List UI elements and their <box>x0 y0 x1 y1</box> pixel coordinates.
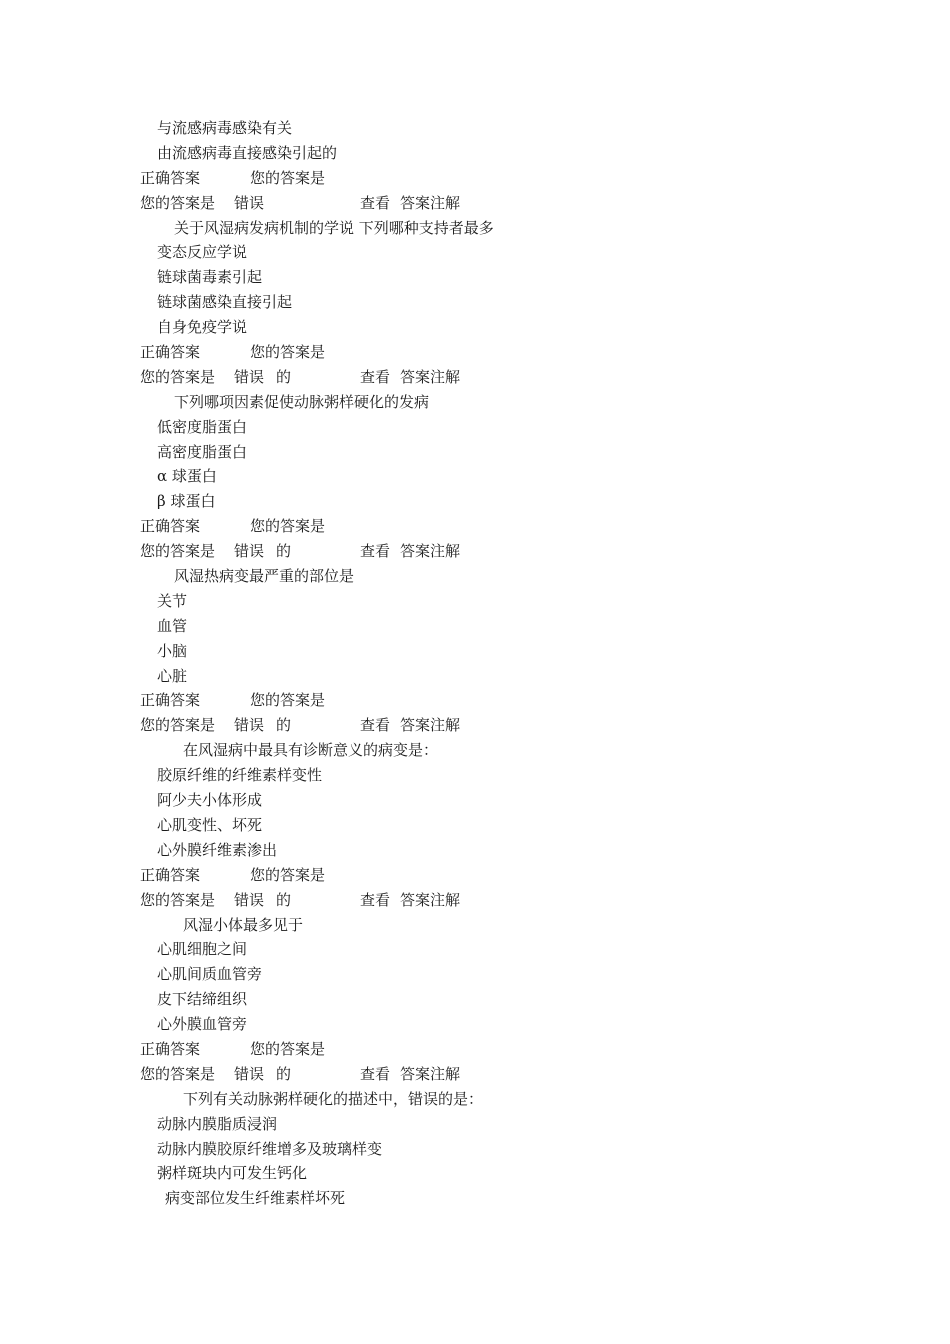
option-item[interactable]: 小脑 <box>157 641 188 660</box>
correct-answer-label: 正确答案 <box>140 865 201 884</box>
result-de-label: 的 <box>276 542 292 561</box>
option-item[interactable]: 心脏 <box>157 666 188 685</box>
your-answer-label: 您的答案是 <box>250 517 326 536</box>
option-item[interactable]: 心肌变性、坏死 <box>157 815 263 834</box>
result-row <box>0 713 950 738</box>
your-answer-label: 您的答案是 <box>250 691 326 710</box>
question-text: 下列哪项因素促使动脉粥样硬化的发病 <box>174 392 430 411</box>
option-item[interactable]: 血管 <box>157 616 188 635</box>
result-wrong-label: 错误 <box>234 1064 265 1083</box>
answer-row <box>0 166 950 191</box>
option-item[interactable]: 胶原纤维的纤维素样变性 <box>157 766 323 785</box>
option-item[interactable]: 阿少夫小体形成 <box>157 791 263 810</box>
answer-row <box>0 863 950 888</box>
view-link[interactable]: 查看 <box>360 1064 391 1083</box>
option-item[interactable]: 关节 <box>157 591 188 610</box>
option-item[interactable]: 动脉内膜脂质浸润 <box>157 1114 278 1133</box>
result-row <box>0 191 950 216</box>
correct-answer-label: 正确答案 <box>140 1039 201 1058</box>
result-row <box>0 539 950 564</box>
option-item[interactable]: 心外膜血管旁 <box>157 1015 248 1034</box>
view-link[interactable]: 查看 <box>360 542 391 561</box>
your-answer-label: 您的答案是 <box>250 1039 326 1058</box>
result-yours-label: 您的答案是 <box>140 193 216 212</box>
option-item[interactable]: 低密度脂蛋白 <box>157 417 248 436</box>
view-link[interactable]: 查看 <box>360 716 391 735</box>
result-wrong-label: 错误 <box>234 542 265 561</box>
your-answer-label: 您的答案是 <box>250 168 326 187</box>
option-item[interactable]: 病变部位发生纤维素样坏死 <box>165 1189 346 1208</box>
question-text: 下列有关动脉粥样硬化的描述中，错误的是： <box>183 1089 484 1108</box>
option-item[interactable]: 心肌细胞之间 <box>157 940 248 959</box>
option-item[interactable]: 自身免疫学说 <box>157 318 248 337</box>
view-link[interactable]: 查看 <box>360 367 391 386</box>
option-item[interactable]: 由流感病毒直接感染引起的 <box>157 143 338 162</box>
question-text: 关于风湿病发病机制的学说 下列哪种支持者最多 <box>174 218 494 237</box>
option-item[interactable]: 粥样斑块内可发生钙化 <box>157 1164 308 1183</box>
answer-explanation-link[interactable]: 答案注解 <box>400 1064 461 1083</box>
result-de-label: 的 <box>276 367 292 386</box>
question-text: 风湿小体最多见于 <box>183 915 304 934</box>
your-answer-label: 您的答案是 <box>250 343 326 362</box>
answer-row <box>0 688 950 713</box>
question-text: 在风湿病中最具有诊断意义的病变是： <box>183 741 439 760</box>
result-de-label: 的 <box>276 1064 292 1083</box>
answer-row <box>0 514 950 539</box>
answer-explanation-link[interactable]: 答案注解 <box>400 367 461 386</box>
result-wrong-label: 错误 <box>234 193 265 212</box>
quiz-document <box>0 116 950 1211</box>
correct-answer-label: 正确答案 <box>140 691 201 710</box>
result-wrong-label: 错误 <box>234 367 265 386</box>
result-yours-label: 您的答案是 <box>140 542 216 561</box>
result-yours-label: 您的答案是 <box>140 890 216 909</box>
option-item[interactable]: 动脉内膜胶原纤维增多及玻璃样变 <box>157 1139 383 1158</box>
correct-answer-label: 正确答案 <box>140 517 201 536</box>
answer-row <box>0 340 950 365</box>
your-answer-label: 您的答案是 <box>250 865 326 884</box>
question-text: 风湿热病变最严重的部位是 <box>174 567 355 586</box>
option-item[interactable]: 心外膜纤维素渗出 <box>157 840 278 859</box>
answer-explanation-link[interactable]: 答案注解 <box>400 890 461 909</box>
answer-explanation-link[interactable]: 答案注解 <box>400 193 461 212</box>
option-item[interactable]: 变态反应学说 <box>157 243 248 262</box>
result-row <box>0 888 950 913</box>
option-item[interactable]: 高密度脂蛋白 <box>157 442 248 461</box>
option-item[interactable]: β 球蛋白 <box>157 492 216 511</box>
correct-answer-label: 正确答案 <box>140 168 201 187</box>
option-item[interactable]: 与流感病毒感染有关 <box>157 119 293 137</box>
option-item[interactable]: α 球蛋白 <box>157 467 217 486</box>
result-yours-label: 您的答案是 <box>140 1064 216 1083</box>
option-item[interactable]: 心肌间质血管旁 <box>157 965 263 984</box>
result-de-label: 的 <box>276 716 292 735</box>
answer-explanation-link[interactable]: 答案注解 <box>400 716 461 735</box>
answer-explanation-link[interactable]: 答案注解 <box>400 542 461 561</box>
view-link[interactable]: 查看 <box>360 193 391 212</box>
result-yours-label: 您的答案是 <box>140 367 216 386</box>
answer-row <box>0 1037 950 1062</box>
result-row <box>0 365 950 390</box>
option-item[interactable]: 链球菌感染直接引起 <box>157 293 293 312</box>
result-de-label: 的 <box>276 890 292 909</box>
result-wrong-label: 错误 <box>234 716 265 735</box>
view-link[interactable]: 查看 <box>360 890 391 909</box>
correct-answer-label: 正确答案 <box>140 343 201 362</box>
result-row <box>0 1062 950 1087</box>
option-item[interactable]: 链球菌毒素引起 <box>157 268 263 287</box>
result-yours-label: 您的答案是 <box>140 716 216 735</box>
result-wrong-label: 错误 <box>234 890 265 909</box>
option-item[interactable]: 皮下结缔组织 <box>157 990 248 1009</box>
